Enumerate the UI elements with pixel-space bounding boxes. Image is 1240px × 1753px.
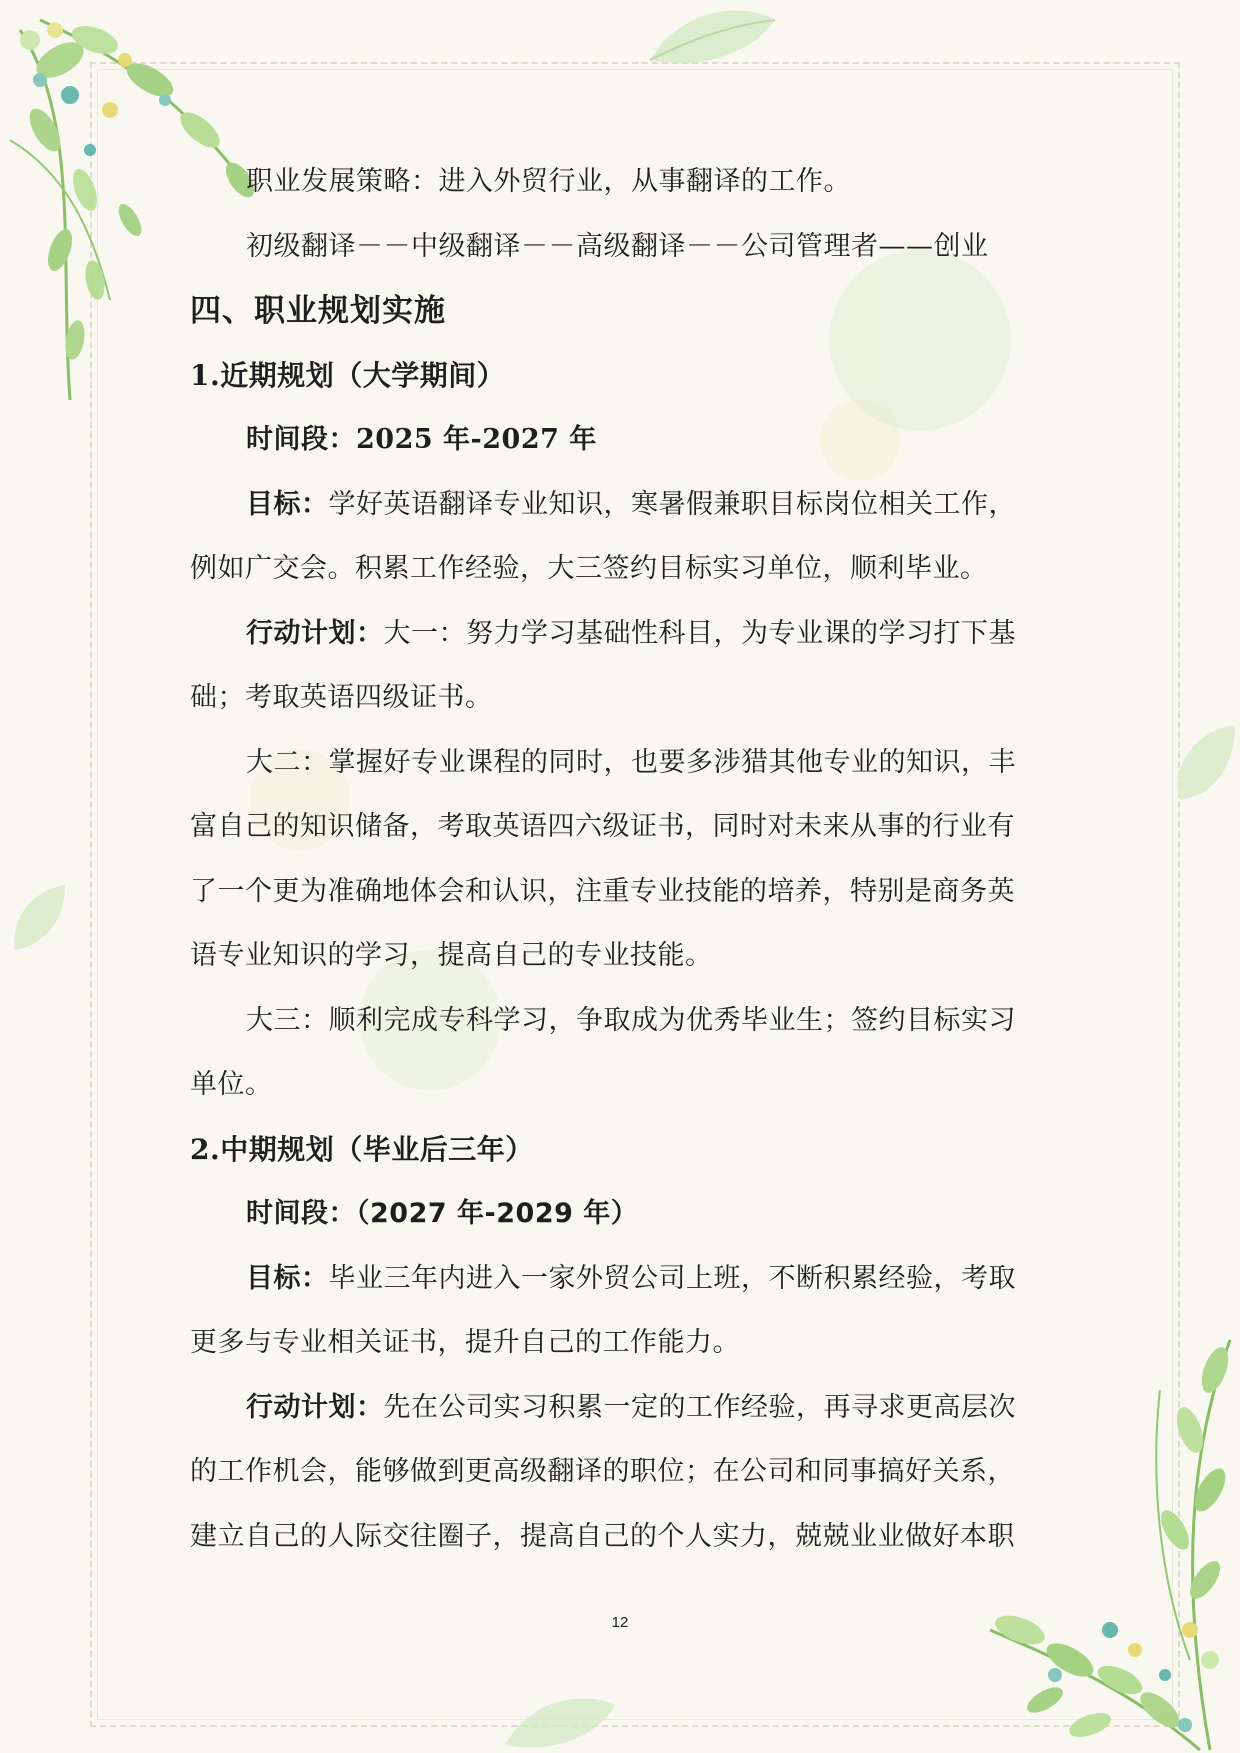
s2-goal-label: 目标： (246, 1262, 329, 1294)
s1-goal-line (190, 473, 1060, 538)
section-heading-4: 四、职业规划实施 (190, 293, 446, 329)
s2-time-label: 时间段： (246, 1198, 356, 1229)
s2-time-line (190, 1182, 1060, 1247)
s2-action-line-3: 建立自己的人际交往圈子，提高自己的个人实力，兢兢业业做好本职 (190, 1520, 1015, 1552)
s1-time-value: 2025 年-2027 年 (356, 424, 597, 455)
s2-action-line (190, 1376, 1060, 1441)
s1-time-line (190, 408, 1060, 473)
s1-year3-line-1: 大三：顺利完成专科学习，争取成为优秀毕业生；签约目标实习 (246, 1004, 1016, 1036)
subsection-heading-2: 2.中期规划（毕业后三年） (190, 1132, 534, 1166)
s2-action-line-2: 的工作机会，能够做到更高级翻译的职位；在公司和同事搞好关系， (190, 1456, 1015, 1487)
s1-year2-line-4: 语专业知识的学习，提高自己的专业技能。 (190, 940, 713, 971)
leaf-top-right-decoration (640, 0, 780, 70)
leaf-right-middle-decoration (1170, 720, 1240, 810)
s1-action-line-2: 础；考取英语四级证书。 (190, 682, 493, 713)
s2-action-label: 行动计划： (246, 1391, 384, 1423)
s1-year3-line-2: 单位。 (190, 1069, 273, 1100)
page-number: 12 (611, 1614, 629, 1631)
s1-time-label: 时间段： (246, 424, 356, 455)
s1-year2-line-1: 大二：掌握好专业课程的同时，也要多涉猎其他专业的知识，丰 (246, 746, 1016, 778)
leaf-bottom-left-decoration (500, 1690, 620, 1753)
s2-goal-line-2: 更多与专业相关证书，提升自己的工作能力。 (190, 1327, 740, 1358)
s2-action-text: 先在公司实习积累一定的工作经验，再寻求更高层次 (383, 1391, 1016, 1423)
s1-year2-line-3: 了一个更为准确地体会和认识，注重专业技能的培养，特别是商务英 (190, 875, 1015, 907)
document-body (190, 150, 1060, 1569)
s1-goal-text: 学好英语翻译专业知识，寒暑假兼职目标岗位相关工作， (328, 488, 1016, 520)
s1-goal-line-2: 例如广交会。积累工作经验，大三签约目标实习单位，顺利毕业。 (190, 553, 988, 584)
career-path-line: 初级翻译－－中级翻译－－高级翻译－－公司管理者——创业 (246, 230, 989, 262)
s1-action-label: 行动计划： (246, 617, 384, 649)
s2-goal-text: 毕业三年内进入一家外贸公司上班，不断积累经验，考取 (328, 1262, 1016, 1294)
s1-year2-line-2: 富自己的知识储备，考取英语四六级证书，同时对未来从事的行业有 (190, 811, 1015, 842)
s2-goal-line (190, 1247, 1060, 1312)
subsection-heading-1: 1.近期规划（大学期间） (190, 358, 506, 392)
s2-time-value: （2027 年-2029 年） (356, 1198, 639, 1229)
s1-goal-label: 目标： (246, 488, 329, 520)
s1-action-line (190, 602, 1060, 667)
leaf-left-middle-decoration (10, 880, 70, 960)
s1-action-text: 大一：努力学习基础性科目，为专业课的学习打下基 (383, 617, 1016, 649)
strategy-line: 职业发展策略：进入外贸行业，从事翻译的工作。 (246, 166, 851, 197)
